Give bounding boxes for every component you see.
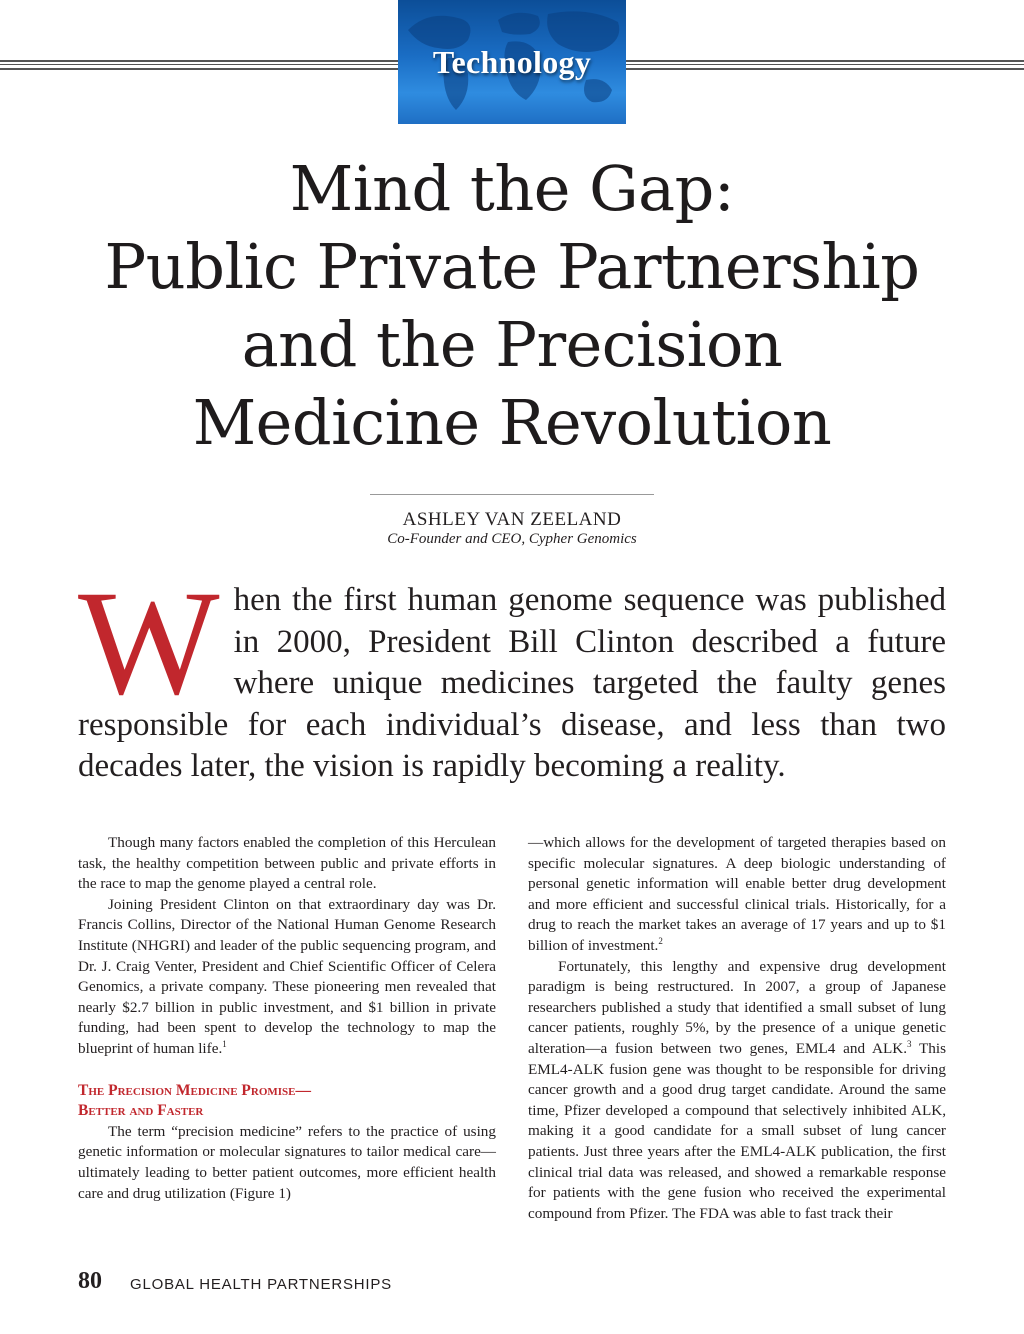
paragraph-text: This EML4-ALK fusion gene was thought to be responsible for driving cancer growth and a good drug target candidate. Around the same time, Pfizer developed a compound that selectively inhibited ALK, making it a good candidate for a small subset of lung cancer patients. Just three years after the EML4-ALK publication, the first clinical trial data was released, and showed a remarkable response for patients with the gene fusion who received the experimental compound from Pfizer. The FDA was able to fast track their	[528, 1039, 946, 1222]
author-name: ASHLEY VAN ZEELAND	[402, 509, 622, 530]
paragraph-text: Fortunately, this lengthy and expensive drug development paradigm is being restructured. In 2007, a group of Japanese researchers published a study that identified a small subset of lung cancer patients, roughly 5%, by the presence of a unique genetic alteration—a fusion between two genes, EML4 and ALK.	[528, 957, 946, 1057]
section-label: Technology	[432, 44, 592, 80]
paragraph-text: —which allows for the development of targeted therapies based on specific molecular signatures. A deep biologic understanding of personal genetic information will enable better drug development and more efficient and successful clinical trials. Historically, for a drug to reach the market takes an average of 17 years and up to $1 billion of investment.	[528, 834, 946, 954]
section-badge	[398, 0, 626, 124]
section-subhead	[78, 1081, 496, 1122]
title-line: Public Private Partnership	[104, 230, 920, 303]
paragraph-text: Joining President Clinton on that extraordinary day was Dr. Francis Collins, Director of the National Human Genome Research Institute (NHGRI) and leader of the public sequencing program, and Dr. J. Craig Venter, President and Chief Scientific Officer of Celera Genomics, a private company. These pioneering men revealed that nearly $2.7 billion in public investment, and $1 billion in private funding, had been spent to develop the technology to map the blueprint of human life.	[78, 895, 496, 1057]
body-paragraph	[528, 833, 946, 957]
title-line: and the Precision	[241, 308, 783, 381]
footnote-ref: 3	[907, 1038, 912, 1049]
header-rule-right	[626, 60, 1024, 70]
lead-text: hen the first human genome sequence was published in 2000, President Bill Clinton described a future where unique medicines targeted the faulty genes responsible for each individual’s disease, and less than two decades later, the vision is rapidly becoming a reality.	[78, 582, 946, 784]
lead-paragraph	[78, 560, 946, 788]
author-role: Co-Founder and CEO, Cypher Genomics	[387, 531, 637, 547]
body-column-left	[78, 833, 496, 1204]
body-paragraph: The term “precision medicine” refers to the practice of using genetic information or molecular signatures to tailor medical care—ultimately leading to better patient outcomes, more efficient health care and drug utilization (Figure 1)	[78, 1122, 496, 1202]
subhead-line: The Precision Medicine Promise—	[78, 1081, 312, 1099]
title-line: Medicine Revolution	[192, 386, 832, 459]
publication-name: GLOBAL HEALTH PARTNERSHIPS	[130, 1276, 392, 1293]
subhead-line: Better and Faster	[78, 1102, 204, 1120]
footnote-ref: 2	[658, 935, 663, 946]
title-line: Mind the Gap:	[289, 152, 735, 225]
page-number: 80	[78, 1268, 102, 1294]
body-paragraph: Though many factors enabled the completion of this Herculean task, the healthy competition between public and private efforts in the race to map the genome played a central role.	[78, 834, 496, 893]
header-rule-left	[0, 60, 398, 70]
article-title	[60, 150, 964, 462]
body-column-right	[528, 833, 946, 1224]
drop-cap: W	[78, 560, 220, 726]
byline-divider	[370, 494, 654, 495]
footnote-ref: 1	[222, 1038, 227, 1049]
body-paragraph	[528, 957, 946, 1225]
body-paragraph	[78, 895, 496, 1060]
